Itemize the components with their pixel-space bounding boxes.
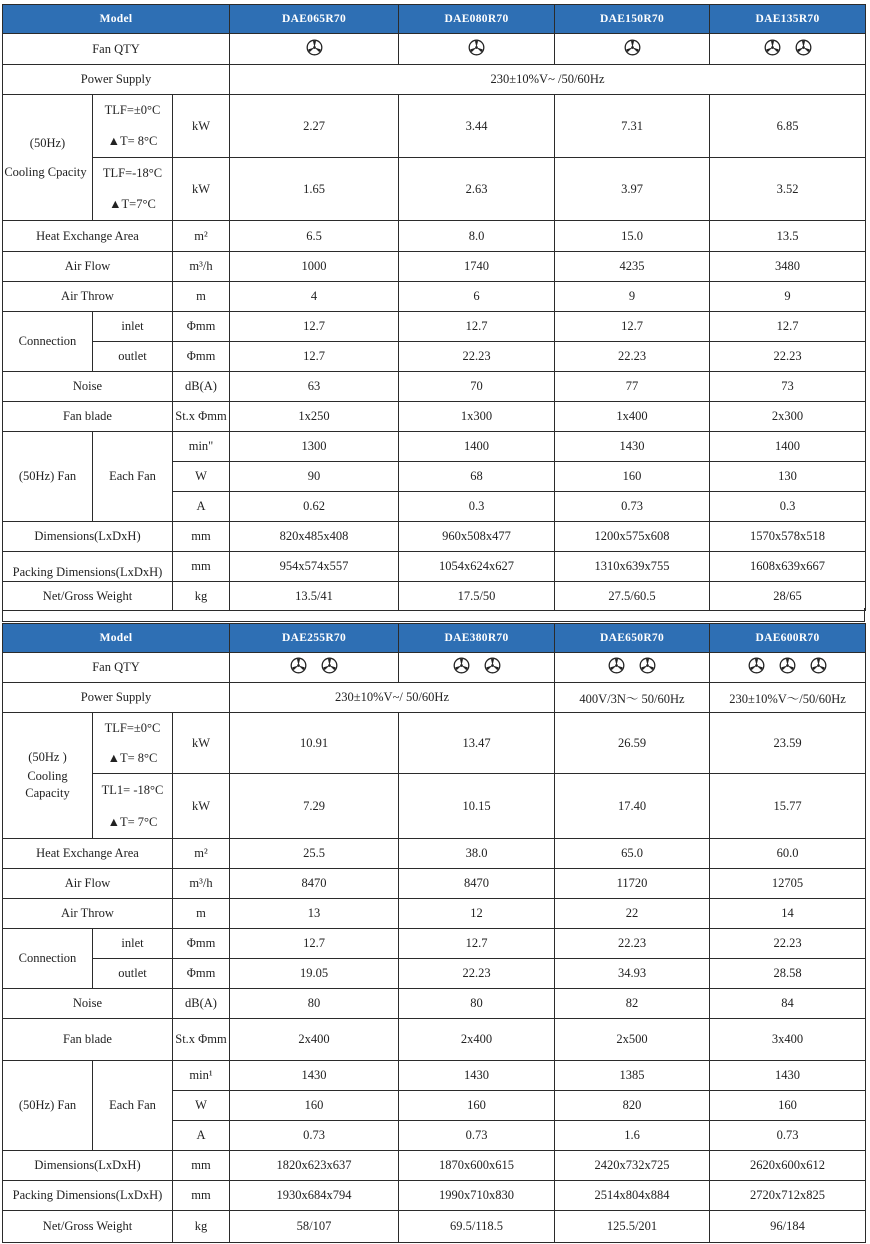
fan-qty-label: Fan QTY xyxy=(3,653,230,683)
fan-blade-row xyxy=(3,1019,866,1061)
cooling-row-a xyxy=(3,713,866,774)
fan-qty-cell xyxy=(399,653,555,683)
unit-dba: dB(A) xyxy=(173,372,230,402)
packing-label: Packing Dimensions(LxDxH) xyxy=(3,1181,173,1211)
weight-value: 69.5/118.5 xyxy=(399,1211,555,1243)
fan-qty-icons xyxy=(764,39,812,56)
weight-value: 13.5/41 xyxy=(230,582,399,611)
unit-mm: mm xyxy=(173,1181,230,1211)
packing-row xyxy=(3,552,866,582)
cooling-line-2: Cooling Cpacity xyxy=(4,164,87,179)
air-flow-label: Air Flow xyxy=(3,869,173,899)
inlet-value: 12.7 xyxy=(230,312,399,342)
power-supply-label: Power Supply xyxy=(3,683,230,713)
air-flow-value: 12705 xyxy=(710,869,866,899)
unit-m2: m² xyxy=(173,221,230,252)
noise-value: 82 xyxy=(555,989,710,1019)
inlet-value: 12.7 xyxy=(555,312,710,342)
unit-m2: m² xyxy=(173,839,230,869)
cooling-line-3: Capacity xyxy=(25,786,70,800)
rpm-value: 1300 xyxy=(230,432,399,462)
fan-qty-icons xyxy=(306,39,323,56)
fan-icon xyxy=(306,39,323,56)
outlet-value: 22.23 xyxy=(399,959,555,989)
fan-qty-row xyxy=(3,34,866,65)
unit-w: W xyxy=(173,1091,230,1121)
cooling-line-1: (50Hz) xyxy=(29,135,66,150)
model-header-row xyxy=(3,624,866,653)
cooling-row-b xyxy=(3,774,866,839)
model-name: DAE380R70 xyxy=(399,624,555,653)
dimensions-value: 1820x623x637 xyxy=(230,1151,399,1181)
air-flow-value: 8470 xyxy=(399,869,555,899)
amps-value: 1.6 xyxy=(555,1121,710,1151)
cooling-capacity-label xyxy=(3,95,93,221)
dimensions-value: 960x508x477 xyxy=(399,522,555,552)
unit-blade: St.x Φmm xyxy=(173,1019,230,1061)
spec-table-1 xyxy=(2,4,866,611)
fan-blade-value: 1x300 xyxy=(399,402,555,432)
outlet-value: 28.58 xyxy=(710,959,866,989)
fan-50hz-label: (50Hz) Fan xyxy=(3,1061,93,1151)
air-throw-value: 9 xyxy=(555,282,710,312)
noise-row xyxy=(3,372,866,402)
fan-blade-value: 2x300 xyxy=(710,402,866,432)
inlet-label: inlet xyxy=(93,929,173,959)
fan-icon xyxy=(290,657,307,674)
cooling-b-value: 7.29 xyxy=(230,774,399,839)
cooling-line-2: Cooling xyxy=(27,769,68,783)
model-label: Model xyxy=(3,5,230,34)
weight-label: Net/Gross Weight xyxy=(3,582,173,611)
watts-value: 820 xyxy=(555,1091,710,1121)
air-throw-label: Air Throw xyxy=(3,899,173,929)
packing-value: 954x574x557 xyxy=(230,552,399,582)
fan-icon xyxy=(748,657,765,674)
dimensions-row xyxy=(3,522,866,552)
unit-phimm: Φmm xyxy=(173,312,230,342)
amps-value: 0.73 xyxy=(399,1121,555,1151)
model-name: DAE255R70 xyxy=(230,624,399,653)
air-flow-value: 3480 xyxy=(710,252,866,282)
rpm-value: 1430 xyxy=(230,1061,399,1091)
noise-label: Noise xyxy=(3,989,173,1019)
spec-table-2 xyxy=(2,623,866,1243)
air-flow-value: 1740 xyxy=(399,252,555,282)
unit-mm: mm xyxy=(173,552,230,582)
outlet-value: 12.7 xyxy=(230,342,399,372)
cooling-b-value: 3.97 xyxy=(555,158,710,221)
air-throw-value: 9 xyxy=(710,282,866,312)
cooling-capacity-label xyxy=(3,713,93,839)
cooling-b-value: 3.52 xyxy=(710,158,866,221)
fan-qty-cell xyxy=(230,34,399,65)
air-throw-label: Air Throw xyxy=(3,282,173,312)
heat-area-value: 60.0 xyxy=(710,839,866,869)
inlet-value: 12.7 xyxy=(710,312,866,342)
power-supply-value: 230±10%V~ /50/60Hz xyxy=(230,65,866,95)
cooling-a-value: 13.47 xyxy=(399,713,555,774)
condition-a-temp: TLF=±0°C xyxy=(104,720,161,735)
noise-label: Noise xyxy=(3,372,173,402)
unit-kg: kg xyxy=(173,582,230,611)
noise-value: 70 xyxy=(399,372,555,402)
fan-blade-label: Fan blade xyxy=(3,1019,173,1061)
condition-b-temp: TL1= -18°C xyxy=(101,782,164,797)
watts-value: 160 xyxy=(230,1091,399,1121)
model-name: DAE080R70 xyxy=(399,5,555,34)
power-supply-row xyxy=(3,65,866,95)
fan-qty-cell xyxy=(555,34,710,65)
heat-area-value: 38.0 xyxy=(399,839,555,869)
air-throw-value: 4 xyxy=(230,282,399,312)
condition-b xyxy=(93,774,173,839)
fan-icon xyxy=(608,657,625,674)
model-name: DAE650R70 xyxy=(555,624,710,653)
air-flow-row xyxy=(3,252,866,282)
fan-qty-icons xyxy=(624,39,641,56)
cooling-line-1: (50Hz ) xyxy=(28,750,67,764)
heat-area-label: Heat Exchange Area xyxy=(3,221,173,252)
unit-mm: mm xyxy=(173,1151,230,1181)
power-supply-label: Power Supply xyxy=(3,65,230,95)
packing-value: 2514x804x884 xyxy=(555,1181,710,1211)
weight-value: 17.5/50 xyxy=(399,582,555,611)
fan-blade-row xyxy=(3,402,866,432)
unit-m3h: m³/h xyxy=(173,869,230,899)
watts-value: 160 xyxy=(710,1091,866,1121)
watts-value: 68 xyxy=(399,462,555,492)
condition-b-delta: ▲T=7°C xyxy=(109,197,156,211)
fan-icon xyxy=(764,39,781,56)
weight-value: 27.5/60.5 xyxy=(555,582,710,611)
power-supply-value: 230±10%V~/ 50/60Hz xyxy=(230,683,555,713)
table-separator xyxy=(2,608,865,622)
rpm-value: 1430 xyxy=(399,1061,555,1091)
heat-area-value: 6.5 xyxy=(230,221,399,252)
noise-row xyxy=(3,989,866,1019)
inlet-label: inlet xyxy=(93,312,173,342)
fan-icon xyxy=(810,657,827,674)
cooling-a-value: 6.85 xyxy=(710,95,866,158)
air-throw-row xyxy=(3,899,866,929)
model-name: DAE150R70 xyxy=(555,5,710,34)
fan-icon xyxy=(779,657,796,674)
rpm-value: 1385 xyxy=(555,1061,710,1091)
fan-blade-value: 1x250 xyxy=(230,402,399,432)
rpm-value: 1430 xyxy=(710,1061,866,1091)
weight-row xyxy=(3,582,866,611)
connection-label: Connection xyxy=(3,929,93,989)
heat-area-value: 8.0 xyxy=(399,221,555,252)
fan-qty-cell xyxy=(230,653,399,683)
air-flow-value: 11720 xyxy=(555,869,710,899)
noise-value: 63 xyxy=(230,372,399,402)
unit-kw: kW xyxy=(173,95,230,158)
noise-value: 77 xyxy=(555,372,710,402)
amps-value: 0.3 xyxy=(710,492,866,522)
unit-rpm: min" xyxy=(173,432,230,462)
power-supply-row xyxy=(3,683,866,713)
cooling-a-value: 2.27 xyxy=(230,95,399,158)
each-fan-label: Each Fan xyxy=(93,1061,173,1151)
inlet-value: 22.23 xyxy=(710,929,866,959)
cooling-b-value: 2.63 xyxy=(399,158,555,221)
air-throw-value: 13 xyxy=(230,899,399,929)
noise-value: 84 xyxy=(710,989,866,1019)
packing-label: Packing Dimensions(LxDxH) xyxy=(3,552,173,582)
condition-b xyxy=(93,158,173,221)
amps-value: 0.73 xyxy=(230,1121,399,1151)
cooling-a-value: 10.91 xyxy=(230,713,399,774)
fan-qty-icons xyxy=(290,657,338,674)
cooling-b-value: 15.77 xyxy=(710,774,866,839)
noise-value: 80 xyxy=(230,989,399,1019)
outlet-value: 22.23 xyxy=(710,342,866,372)
connection-label: Connection xyxy=(3,312,93,372)
unit-a: A xyxy=(173,492,230,522)
dimensions-value: 1870x600x615 xyxy=(399,1151,555,1181)
outlet-label: outlet xyxy=(93,959,173,989)
unit-mm: mm xyxy=(173,522,230,552)
heat-area-row xyxy=(3,839,866,869)
fan-50hz-label: (50Hz) Fan xyxy=(3,432,93,522)
inlet-value: 12.7 xyxy=(230,929,399,959)
weight-row xyxy=(3,1211,866,1243)
inlet-value: 12.7 xyxy=(399,312,555,342)
watts-value: 130 xyxy=(710,462,866,492)
cooling-a-value: 23.59 xyxy=(710,713,866,774)
condition-b-delta: ▲T= 7°C xyxy=(107,814,158,829)
fan-icon xyxy=(321,657,338,674)
fan-qty-cell xyxy=(710,34,866,65)
cooling-b-value: 1.65 xyxy=(230,158,399,221)
fan-blade-value: 2x500 xyxy=(555,1019,710,1061)
fan-icon xyxy=(484,657,501,674)
condition-a-delta: ▲T= 8°C xyxy=(107,750,158,765)
dimensions-value: 2420x732x725 xyxy=(555,1151,710,1181)
outlet-row xyxy=(3,342,866,372)
fan-icon xyxy=(795,39,812,56)
cooling-row-a xyxy=(3,95,866,158)
outlet-value: 19.05 xyxy=(230,959,399,989)
condition-b-temp: TLF=-18°C xyxy=(102,166,163,180)
fan-icon xyxy=(453,657,470,674)
weight-label: Net/Gross Weight xyxy=(3,1211,173,1243)
fan-blade-value: 2x400 xyxy=(230,1019,399,1061)
condition-a-temp: TLF=±0°C xyxy=(104,103,161,117)
dimensions-value: 2620x600x612 xyxy=(710,1151,866,1181)
heat-area-value: 25.5 xyxy=(230,839,399,869)
outlet-value: 22.23 xyxy=(399,342,555,372)
inlet-value: 22.23 xyxy=(555,929,710,959)
dimensions-row xyxy=(3,1151,866,1181)
unit-m3h: m³/h xyxy=(173,252,230,282)
air-throw-value: 22 xyxy=(555,899,710,929)
rpm-value: 1400 xyxy=(399,432,555,462)
fan-icon xyxy=(639,657,656,674)
dimensions-label: Dimensions(LxDxH) xyxy=(3,1151,173,1181)
unit-kw: kW xyxy=(173,158,230,221)
dimensions-value: 1200x575x608 xyxy=(555,522,710,552)
inlet-row xyxy=(3,929,866,959)
packing-value: 1608x639x667 xyxy=(710,552,866,582)
unit-kw: kW xyxy=(173,713,230,774)
fan-qty-cell xyxy=(555,653,710,683)
model-header-row xyxy=(3,5,866,34)
unit-m: m xyxy=(173,899,230,929)
unit-dba: dB(A) xyxy=(173,989,230,1019)
rpm-row xyxy=(3,1061,866,1091)
outlet-label: outlet xyxy=(93,342,173,372)
condition-a xyxy=(93,95,173,158)
fan-icon xyxy=(468,39,485,56)
air-throw-row xyxy=(3,282,866,312)
cooling-a-value: 26.59 xyxy=(555,713,710,774)
model-name: DAE065R70 xyxy=(230,5,399,34)
fan-blade-value: 1x400 xyxy=(555,402,710,432)
unit-kw: kW xyxy=(173,774,230,839)
amps-value: 0.62 xyxy=(230,492,399,522)
packing-row xyxy=(3,1181,866,1211)
air-flow-row xyxy=(3,869,866,899)
air-throw-value: 6 xyxy=(399,282,555,312)
amps-value: 0.73 xyxy=(710,1121,866,1151)
dimensions-value: 820x485x408 xyxy=(230,522,399,552)
unit-phimm: Φmm xyxy=(173,929,230,959)
unit-w: W xyxy=(173,462,230,492)
watts-value: 160 xyxy=(555,462,710,492)
cooling-a-value: 3.44 xyxy=(399,95,555,158)
condition-a-delta: ▲T= 8°C xyxy=(107,134,158,148)
air-throw-value: 12 xyxy=(399,899,555,929)
power-supply-value: 400V/3N～ 50/60Hz xyxy=(555,683,710,713)
rpm-row xyxy=(3,432,866,462)
packing-value: 2720x712x825 xyxy=(710,1181,866,1211)
noise-value: 73 xyxy=(710,372,866,402)
condition-a xyxy=(93,713,173,774)
cooling-b-value: 10.15 xyxy=(399,774,555,839)
unit-rpm: min¹ xyxy=(173,1061,230,1091)
fan-qty-icons xyxy=(608,657,656,674)
weight-value: 28/65 xyxy=(710,582,866,611)
unit-kg: kg xyxy=(173,1211,230,1243)
unit-phimm: Φmm xyxy=(173,342,230,372)
model-name: DAE600R70 xyxy=(710,624,866,653)
weight-value: 125.5/201 xyxy=(555,1211,710,1243)
fan-qty-icons xyxy=(748,657,827,674)
each-fan-label: Each Fan xyxy=(93,432,173,522)
fan-qty-cell xyxy=(710,653,866,683)
packing-value: 1054x624x627 xyxy=(399,552,555,582)
heat-area-label: Heat Exchange Area xyxy=(3,839,173,869)
air-flow-value: 4235 xyxy=(555,252,710,282)
weight-value: 58/107 xyxy=(230,1211,399,1243)
fan-qty-row xyxy=(3,653,866,683)
unit-m: m xyxy=(173,282,230,312)
power-supply-value: 230±10%V～/50/60Hz xyxy=(710,683,866,713)
fan-qty-cell xyxy=(399,34,555,65)
rpm-value: 1400 xyxy=(710,432,866,462)
inlet-row xyxy=(3,312,866,342)
air-flow-label: Air Flow xyxy=(3,252,173,282)
cooling-row-b xyxy=(3,158,866,221)
heat-area-value: 15.0 xyxy=(555,221,710,252)
cooling-a-value: 7.31 xyxy=(555,95,710,158)
cooling-b-value: 17.40 xyxy=(555,774,710,839)
fan-blade-value: 2x400 xyxy=(399,1019,555,1061)
outlet-row xyxy=(3,959,866,989)
air-flow-value: 8470 xyxy=(230,869,399,899)
watts-value: 90 xyxy=(230,462,399,492)
inlet-value: 12.7 xyxy=(399,929,555,959)
watts-value: 160 xyxy=(399,1091,555,1121)
amps-value: 0.73 xyxy=(555,492,710,522)
fan-blade-label: Fan blade xyxy=(3,402,173,432)
heat-area-value: 13.5 xyxy=(710,221,866,252)
fan-blade-value: 3x400 xyxy=(710,1019,866,1061)
weight-value: 96/184 xyxy=(710,1211,866,1243)
heat-area-row xyxy=(3,221,866,252)
outlet-value: 34.93 xyxy=(555,959,710,989)
fan-qty-icons xyxy=(468,39,485,56)
dimensions-label: Dimensions(LxDxH) xyxy=(3,522,173,552)
packing-value: 1930x684x794 xyxy=(230,1181,399,1211)
packing-value: 1310x639x755 xyxy=(555,552,710,582)
packing-value: 1990x710x830 xyxy=(399,1181,555,1211)
air-flow-value: 1000 xyxy=(230,252,399,282)
model-label: Model xyxy=(3,624,230,653)
fan-qty-label: Fan QTY xyxy=(3,34,230,65)
heat-area-value: 65.0 xyxy=(555,839,710,869)
air-throw-value: 14 xyxy=(710,899,866,929)
fan-qty-icons xyxy=(453,657,501,674)
amps-value: 0.3 xyxy=(399,492,555,522)
noise-value: 80 xyxy=(399,989,555,1019)
rpm-value: 1430 xyxy=(555,432,710,462)
model-name: DAE135R70 xyxy=(710,5,866,34)
fan-icon xyxy=(624,39,641,56)
unit-a: A xyxy=(173,1121,230,1151)
unit-phimm: Φmm xyxy=(173,959,230,989)
unit-blade: St.x Φmm xyxy=(173,402,230,432)
dimensions-value: 1570x578x518 xyxy=(710,522,866,552)
outlet-value: 22.23 xyxy=(555,342,710,372)
